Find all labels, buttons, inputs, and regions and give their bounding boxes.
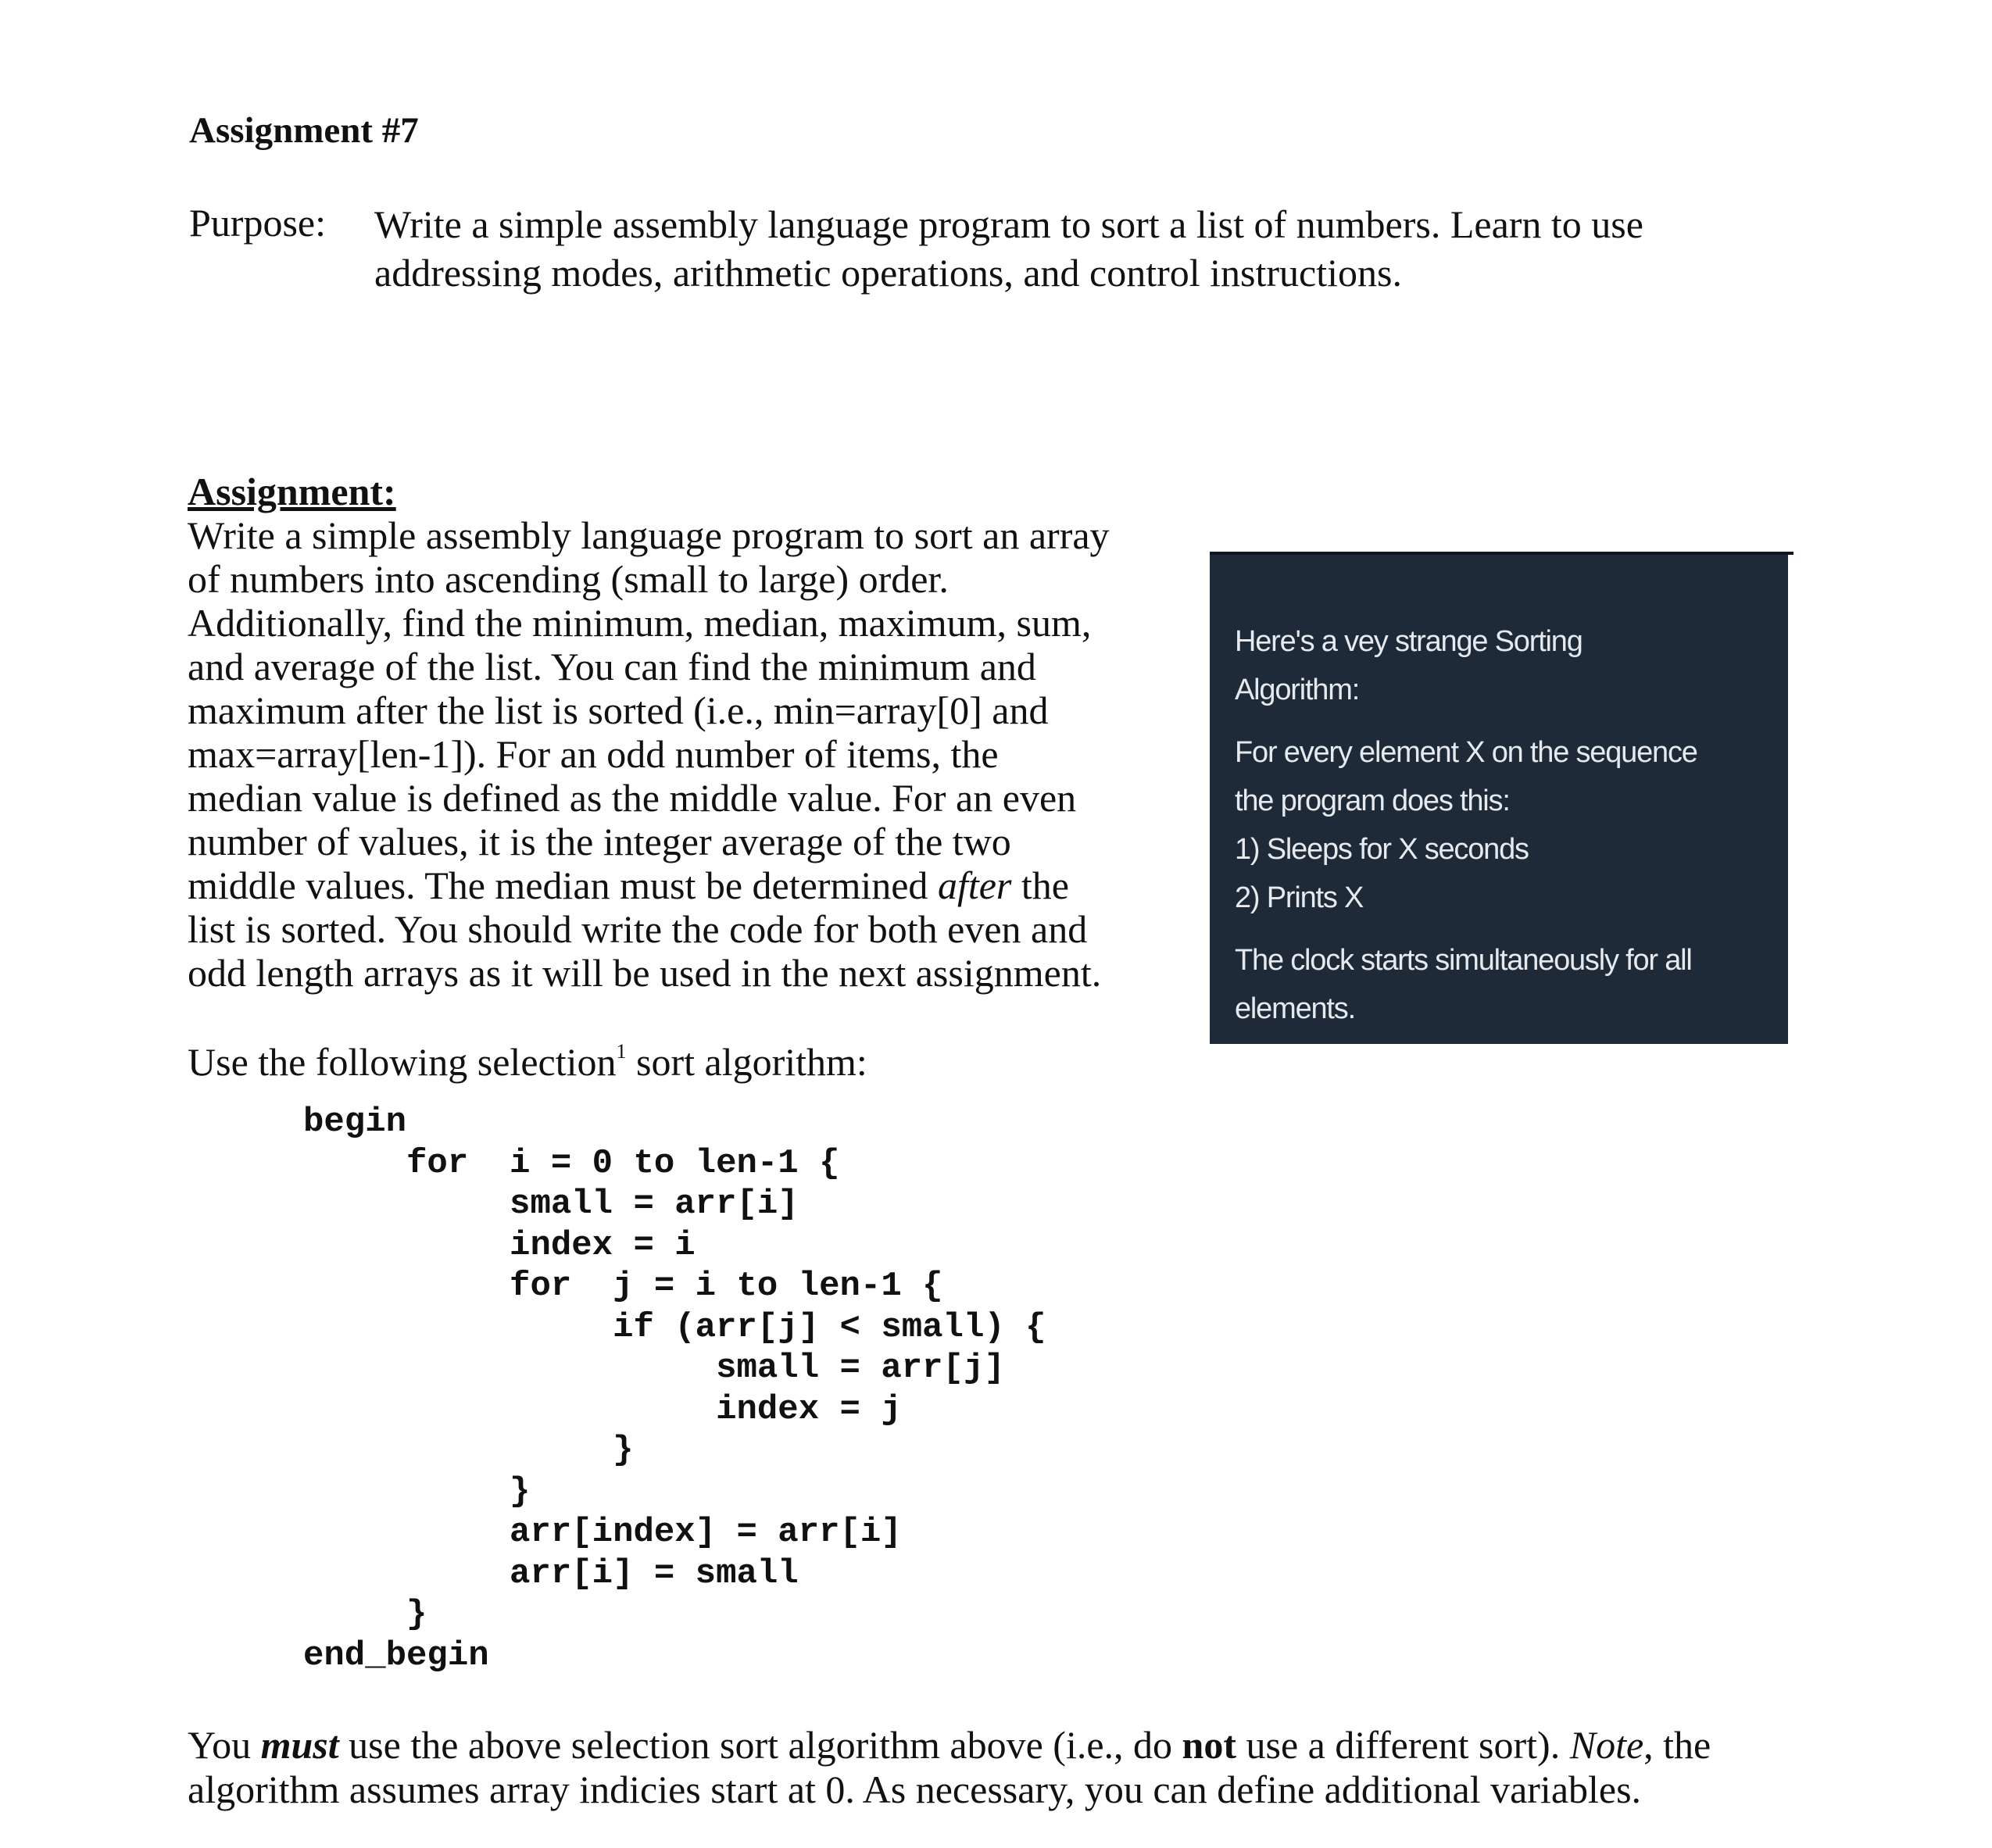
assignment-line: and average of the list. You can find the minimum and <box>188 645 1036 688</box>
code-line: for i = 0 to len-1 { <box>303 1143 840 1183</box>
image-text-line: The clock starts simultaneously for all <box>1235 944 1692 977</box>
image-text-line: Here's a vey strange Sorting <box>1235 625 1583 658</box>
intro-text: Use the following selection <box>188 1040 617 1084</box>
code-line: small = arr[i] <box>303 1185 799 1224</box>
note-paragraph <box>188 1723 1829 1812</box>
assignment-line: of numbers into ascending (small to large) order. <box>188 557 949 601</box>
assignment-text: the <box>1011 863 1069 907</box>
code-line: arr[i] = small <box>303 1553 799 1593</box>
code-line: arr[index] = arr[i] <box>303 1513 902 1552</box>
assignment-heading: Assignment: <box>188 470 396 513</box>
code-line: small = arr[j] <box>303 1349 1005 1388</box>
note-text: You <box>188 1723 261 1767</box>
assignment-line: list is sorted. You should write the code for both even and <box>188 907 1088 951</box>
purpose-line: Write a simple assembly language program to sort a list of numbers. Learn to use <box>374 202 1643 246</box>
paragraph-gap <box>1235 714 1774 728</box>
emphasis-must: must <box>260 1723 339 1767</box>
purpose-line: addressing modes, arithmetic operations, and control instructions. <box>374 251 1402 295</box>
code-line: end_begin <box>303 1635 489 1675</box>
emphasis-not: not <box>1182 1723 1236 1767</box>
image-text-line: elements. <box>1235 992 1355 1025</box>
image-text-line: Algorithm: <box>1235 674 1360 706</box>
assignment-line <box>188 863 1172 907</box>
code-line: } <box>303 1595 427 1634</box>
note-line <box>188 1723 1829 1768</box>
image-text-line: 1) Sleeps for X seconds <box>1235 833 1529 866</box>
purpose-label: Purpose: <box>189 201 326 245</box>
code-line: if (arr[j] < small) { <box>303 1307 1046 1347</box>
image-border-corner <box>1788 552 1794 555</box>
paragraph-gap <box>1235 922 1774 936</box>
footnote-marker: 1 <box>616 1040 627 1063</box>
emphasis-note: Note <box>1569 1723 1644 1767</box>
assignment-body <box>188 513 1172 995</box>
code-line: } <box>303 1471 531 1511</box>
code-line: index = j <box>303 1389 902 1429</box>
purpose-text <box>374 200 1781 297</box>
note-text: , the <box>1643 1723 1711 1767</box>
code-line: for j = i to len-1 { <box>303 1267 943 1306</box>
assignment-line: median value is defined as the middle value. For an even <box>188 776 1077 820</box>
code-line: } <box>303 1431 634 1470</box>
image-text-line: For every element X on the sequence <box>1235 736 1697 769</box>
emphasis-after: after <box>937 863 1012 907</box>
sorting-joke-image <box>1210 552 1788 1044</box>
code-block <box>303 1102 1046 1676</box>
code-line: index = i <box>303 1225 696 1265</box>
code-line: begin <box>303 1103 407 1142</box>
document-title: Assignment #7 <box>189 110 419 151</box>
assignment-line: Write a simple assembly language program to sort an array <box>188 513 1110 557</box>
note-text: use a different sort). <box>1236 1723 1570 1767</box>
assignment-line: number of values, it is the integer average of the two <box>188 820 1011 863</box>
note-line: algorithm assumes array indicies start at 0. As necessary, you can define additional variables. <box>188 1768 1642 1811</box>
image-text <box>1235 617 1774 1033</box>
assignment-line: max=array[len-1]). For an odd number of items, the <box>188 732 999 776</box>
image-text-line: the program does this: <box>1235 785 1510 817</box>
intro-text: sort algorithm: <box>626 1040 867 1084</box>
assignment-line: Additionally, find the minimum, median, maximum, sum, <box>188 601 1092 645</box>
image-text-line: 2) Prints X <box>1235 881 1364 914</box>
assignment-line: maximum after the list is sorted (i.e., min=array[0] and <box>188 688 1049 732</box>
note-text: use the above selection sort algorithm above (i.e., do <box>338 1723 1182 1767</box>
assignment-line: odd length arrays as it will be used in the next assignment. <box>188 951 1102 995</box>
assignment-text: middle values. The median must be determined <box>188 863 938 907</box>
algorithm-intro <box>188 1039 867 1085</box>
